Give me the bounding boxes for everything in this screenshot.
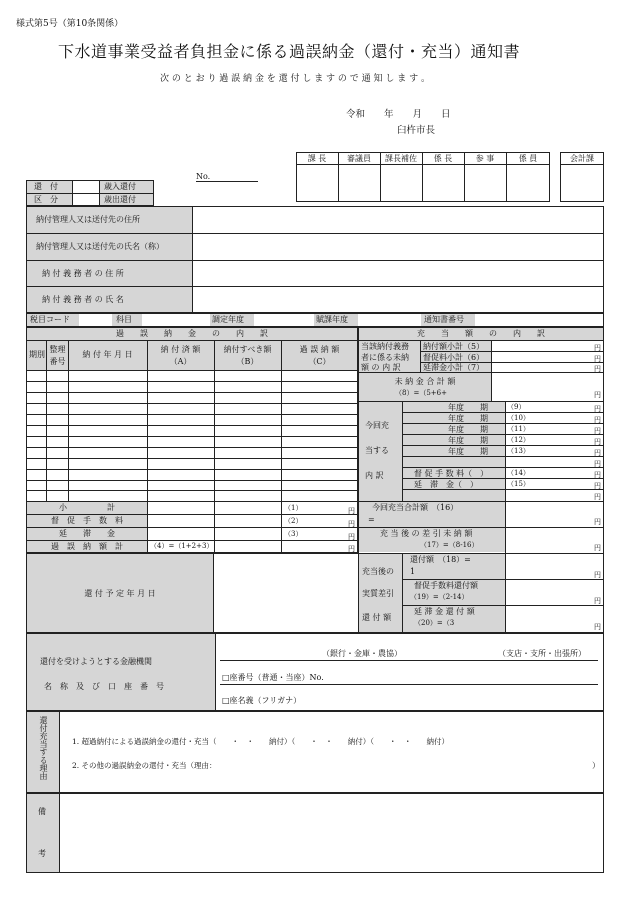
remarks-char: 備 (38, 807, 46, 816)
refund-type-label: 還 付 (34, 182, 58, 191)
refund-label: 延 滞 金 還 付 額 (414, 607, 475, 616)
refund-formula: （20）=（3 (414, 619, 455, 627)
approval-cell: 課長補佐 (385, 154, 417, 163)
reason-block (26, 711, 604, 793)
yen-unit: 円 (348, 545, 355, 553)
yen-unit: 円 (594, 405, 601, 413)
total-formula: （4）=（1+2+3） (150, 542, 214, 550)
refund-formula: （19）=（2-14） (410, 593, 469, 601)
approval-cell: 参 事 (475, 154, 495, 163)
yen-unit: 円 (594, 493, 601, 501)
unpaid-item: 納付額小計（5） (423, 342, 485, 351)
refund-label: 督促手数料還付額 (414, 581, 478, 590)
yen-unit: 円 (594, 482, 601, 490)
yen-unit: 円 (594, 427, 601, 435)
num-label: （15） (507, 480, 530, 488)
num-label: （13） (507, 447, 530, 455)
yen-unit: 円 (594, 449, 601, 457)
unpaid-label: 者に係る未納 (361, 353, 409, 362)
after-label: 充当後の (362, 567, 394, 576)
yen-unit: 円 (594, 623, 601, 631)
refund-type-label: 区 分 (34, 195, 58, 204)
header-period: 期別 (29, 350, 45, 359)
num-label: （14） (507, 469, 530, 477)
yen-unit: 円 (594, 471, 601, 479)
year-period: 年度 期 (448, 425, 488, 434)
item-label: 科目 (116, 315, 132, 324)
year-period: 年度 期 (448, 414, 488, 423)
current-total-eq: = (368, 515, 375, 524)
account-no: □座番号（普通・当座）No. (222, 673, 324, 682)
branch-type: （支店・支所・出張所） (498, 649, 586, 658)
bank-label: 還付を受けようとする金融機関 (40, 657, 152, 666)
after-label: 実質差引 (362, 589, 394, 598)
no-label: No. (196, 172, 211, 181)
unpaid-label: 額 の 内 訳 (361, 363, 401, 372)
year-period: 年度 期 (448, 436, 488, 445)
yen-unit: 円 (348, 533, 355, 541)
year-period: 年度 期 (448, 403, 488, 412)
form-number: 様式第5号（第10条関係） (16, 19, 124, 29)
header-overpaid: 過 誤 納 額 （C） (299, 345, 340, 366)
refund-option: 歳出還付 (104, 195, 136, 204)
header-ref-no: 整理番号 (49, 345, 66, 366)
refund-label: 還付額 （18）= (410, 555, 471, 564)
num-label: （3） (284, 530, 303, 538)
info-label: 納付管理人又は送付先の氏名（称） (36, 242, 164, 251)
reason-line-2-end: ） (592, 761, 600, 770)
yen-unit: 円 (348, 520, 355, 528)
subtotal-label: 小 計 (59, 503, 115, 512)
account-name: □座名義（フリガナ） (222, 696, 302, 705)
total-label: 過 誤 納 額 計 (51, 542, 123, 551)
num-label: （11） (507, 425, 530, 433)
yen-unit: 円 (594, 438, 601, 446)
approval-cell: 係 員 (518, 154, 538, 163)
current-label: 内 訳 (365, 471, 384, 480)
fee-label: 督 促 手 数 料 (51, 516, 123, 525)
num-label: （2） (284, 517, 303, 525)
num-label: （12） (507, 436, 530, 444)
unpaid-item: 延滞金小計（7） (423, 363, 485, 372)
approval-cell: 審議員 (347, 154, 371, 163)
info-label: 納付管理人又は送付先の住所 (36, 215, 140, 224)
remarks-char: 考 (38, 849, 46, 858)
yen-unit: 円 (594, 460, 601, 468)
balance-label: 充 当 後 の 差 引 未 納 額 (380, 529, 473, 538)
reason-line-1: 1. 超過納付による過誤納金の還付・充当（ ・ ・ 納付）（ ・ ・ 納付）（ ・ ・ 納付） (72, 737, 450, 746)
after-label: 還 付 額 (362, 613, 392, 622)
reason-label: 還付充当する理由 (39, 716, 48, 780)
yen-unit: 円 (594, 355, 601, 363)
current-label: 今回充 (365, 421, 389, 430)
header-due: 納付すべき額 （B） (223, 345, 272, 366)
num-label: （9） (507, 403, 526, 411)
yen-unit: 円 (594, 365, 601, 373)
issuer: 臼杵市長 (397, 125, 436, 136)
yen-unit: 円 (594, 416, 601, 424)
current-label: 当する (365, 446, 389, 455)
no-underline (196, 181, 258, 182)
unpaid-formula: （8）=（5+6+ (395, 389, 447, 397)
approval-cell: 係 長 (433, 154, 453, 163)
current-total-label: 今回充当合計額 （16） (372, 503, 459, 512)
header-paid: 納 付 済 額 （A） (160, 345, 201, 366)
num-label: （1） (284, 504, 303, 512)
levy-year-label: 賦課年度 (316, 315, 348, 324)
overpayment-title: 過 誤 納 金 の 内 訳 (116, 329, 268, 338)
yen-unit: 円 (594, 597, 601, 605)
unpaid-label: 当該納付義務 (361, 342, 409, 351)
info-label: 納 付 義 務 者 の 住 所 (42, 269, 124, 278)
yen-unit: 円 (594, 518, 601, 526)
info-label: 納 付 義 務 者 の 氏 名 (42, 295, 124, 304)
delay-item: 延 滞 金（ ） (414, 480, 478, 489)
assess-year-label: 調定年度 (212, 315, 244, 324)
reason-line-2: 2. その他の過誤納金の還付・充当（理由： (72, 761, 217, 770)
yen-unit: 円 (594, 571, 601, 579)
balance-formula: （17）=（8-16） (420, 541, 479, 549)
notice-no-label: 通知書番号 (424, 315, 464, 324)
tax-code-label: 税目コード (30, 315, 70, 324)
yen-unit: 円 (594, 344, 601, 352)
num-label: （10） (507, 414, 530, 422)
accounting-label: 会計課 (570, 154, 594, 163)
page-title: 下水道事業受益者負担金に係る過誤納金（還付・充当）通知書 (58, 42, 521, 61)
schedule-field[interactable] (213, 553, 359, 633)
delay-label: 延 滞 金 (59, 529, 115, 538)
bank-label: 名 称 及 び 口 座 番 号 (44, 682, 164, 691)
fee-item: 督 促 手 数 料（ ） (414, 469, 489, 478)
unpaid-total-label: 未 納 金 合 計 額 (394, 377, 456, 386)
refund-option: 歳入還付 (104, 182, 136, 191)
approval-cell: 課 長 (307, 154, 327, 163)
schedule-label: 還 付 予 定 年 月 日 (84, 589, 156, 598)
yen-unit: 円 (348, 507, 355, 515)
header-pay-date: 納 付 年 月 日 (82, 350, 133, 359)
yen-unit: 円 (594, 544, 601, 552)
year-period: 年度 期 (448, 447, 488, 456)
allocation-title: 充 当 額 の 内 訳 (417, 329, 545, 338)
subtitle: 次 の と お り 過 誤 納 金 を 還 付 し ま す の で 通 知 し ま す 。 (160, 74, 430, 84)
unpaid-item: 督促料小計（6） (423, 353, 485, 362)
date-line: 令和 年 月 日 (346, 109, 451, 120)
refund-label: 1 (410, 567, 416, 576)
bank-type: （銀行・金庫・農協） (322, 649, 402, 658)
remarks-block (26, 793, 604, 873)
yen-unit: 円 (594, 391, 601, 399)
